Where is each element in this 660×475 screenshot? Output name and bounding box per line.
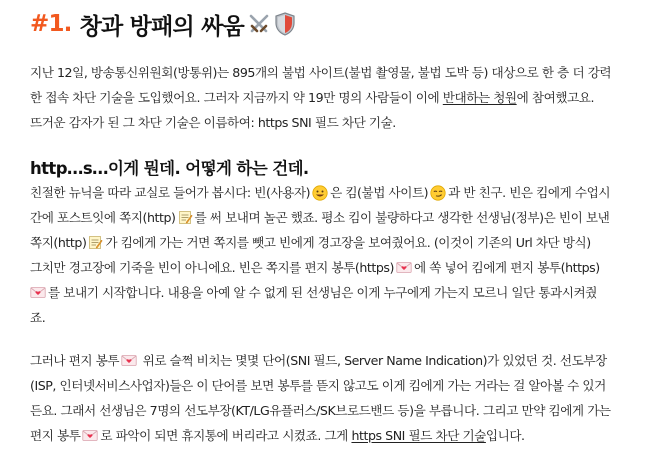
intro-line-1: 지난 12일, 방송통신위원회(방통위)는 895개의 불법 사이트(불법 촬영물, 불법 도박 등) 대상으로 한 층 더 강력: [30, 65, 612, 80]
story-line-2: [30, 205, 632, 230]
story-line-3-b: 가 킴에게 가는 거면 쪽지를 뺏고 빈에게 경고장을 보여줬어요. (이것이 기존의 Url 차단 방식): [105, 235, 591, 250]
shield-icon: [274, 12, 296, 36]
story-line-2-b: 를 써 보내며 놀곤 했죠. 평소 킴이 불량하다고 생각한 선생님(정부)은 빈이 보낸: [194, 210, 610, 225]
love-letter-icon: [82, 429, 98, 442]
love-letter-icon: [121, 354, 137, 367]
memo-icon: [88, 235, 103, 250]
story-line-2-a: 간에 포스트잇에 쪽지(http): [30, 210, 176, 225]
story-line-1-b: 은 킴(불법 사이트): [330, 185, 429, 200]
sni-line-1-a: 그러나 편지 봉투: [30, 353, 120, 368]
sni-line-4-c: 입니다.: [485, 428, 525, 443]
sni-line-3: 든요. 그래서 선생님은 7명의 선도부장(KT/LG유플러스/SK브로드밴드 등)을 부릅니다. 그리고 만약 킴에게 가는: [30, 403, 611, 418]
intro-line-3: 뜨거운 감자가 된 그 차단 기술은 이름하여: https SNI 필드 차단 기술.: [30, 115, 396, 130]
story-line-1-c: 과 반 친구. 빈은 킴에게 수업시: [448, 185, 611, 200]
sni-line-4-b: 로 파악이 되면 휴지통에 버리라고 시켰죠. 그게: [100, 428, 352, 443]
love-letter-icon: [30, 286, 46, 299]
story-line-3: [30, 230, 632, 255]
intro-line-2-tail: 에 참여했고요.: [516, 90, 595, 105]
intro-paragraph: [30, 60, 632, 135]
story-paragraph: [30, 180, 632, 330]
love-letter-icon: [396, 261, 412, 274]
story-line-4-b: 에 쏙 넣어 킴에게 편지 봉투(https): [413, 260, 600, 275]
grinning-face-icon: [312, 185, 328, 201]
section-heading: http…s…이게 뭔데. 어떻게 하는 건데.: [30, 159, 309, 178]
story-line-5: [30, 280, 632, 305]
intro-line-2: [30, 85, 632, 110]
title-number: #1.: [30, 11, 72, 37]
story-line-4: [30, 255, 632, 280]
article-title: [30, 6, 632, 42]
sni-line-4: [30, 423, 632, 448]
intro-line-2-text: 한 접속 차단 기술을 도입했어요. 그러자 지금까지 약 19만 명의 사람들이 이에: [30, 90, 443, 105]
sni-line-2: (ISP, 인터넷서비스사업자)들은 이 단어를 보면 봉투를 뜯지 않고도 이게 킴에게 가는 거라는 걸 알아볼 수 있거: [30, 378, 606, 393]
sni-line-4-a: 편지 봉투: [30, 428, 81, 443]
story-line-1-a: 친절한 뉴닉을 따라 교실로 들어가 봅시다: 빈(사용자): [30, 185, 311, 200]
crossed-swords-icon: [247, 12, 271, 36]
story-line-3-a: 쪽지(http): [30, 235, 87, 250]
memo-icon: [178, 210, 193, 225]
petition-link[interactable]: 반대하는 청원: [442, 90, 517, 105]
title-text: 창과 방패의 싸움: [79, 13, 244, 40]
story-line-4-a: 그치만 경고장에 기죽을 빈이 아니에요. 빈은 쪽지를 편지 봉투(https): [30, 260, 394, 275]
sni-paragraph: [30, 348, 632, 448]
sni-blocking-link[interactable]: https SNI 필드 차단 기술: [351, 428, 486, 443]
story-line-6: 죠.: [30, 310, 46, 325]
story-line-1: [30, 180, 632, 205]
sni-line-1-b: 위로 슬쩍 비치는 몇몇 단어(SNI 필드, Server Name Indication)가 있었던 것. 선도부장: [139, 353, 607, 368]
story-line-5-b: 를 보내기 시작합니다. 내용을 아예 알 수 없게 된 선생님은 이게 누구에게 가는지 모르니 일단 통과시켜줬: [48, 285, 597, 300]
sni-line-1: [30, 348, 632, 373]
smirking-face-icon: [430, 185, 446, 201]
